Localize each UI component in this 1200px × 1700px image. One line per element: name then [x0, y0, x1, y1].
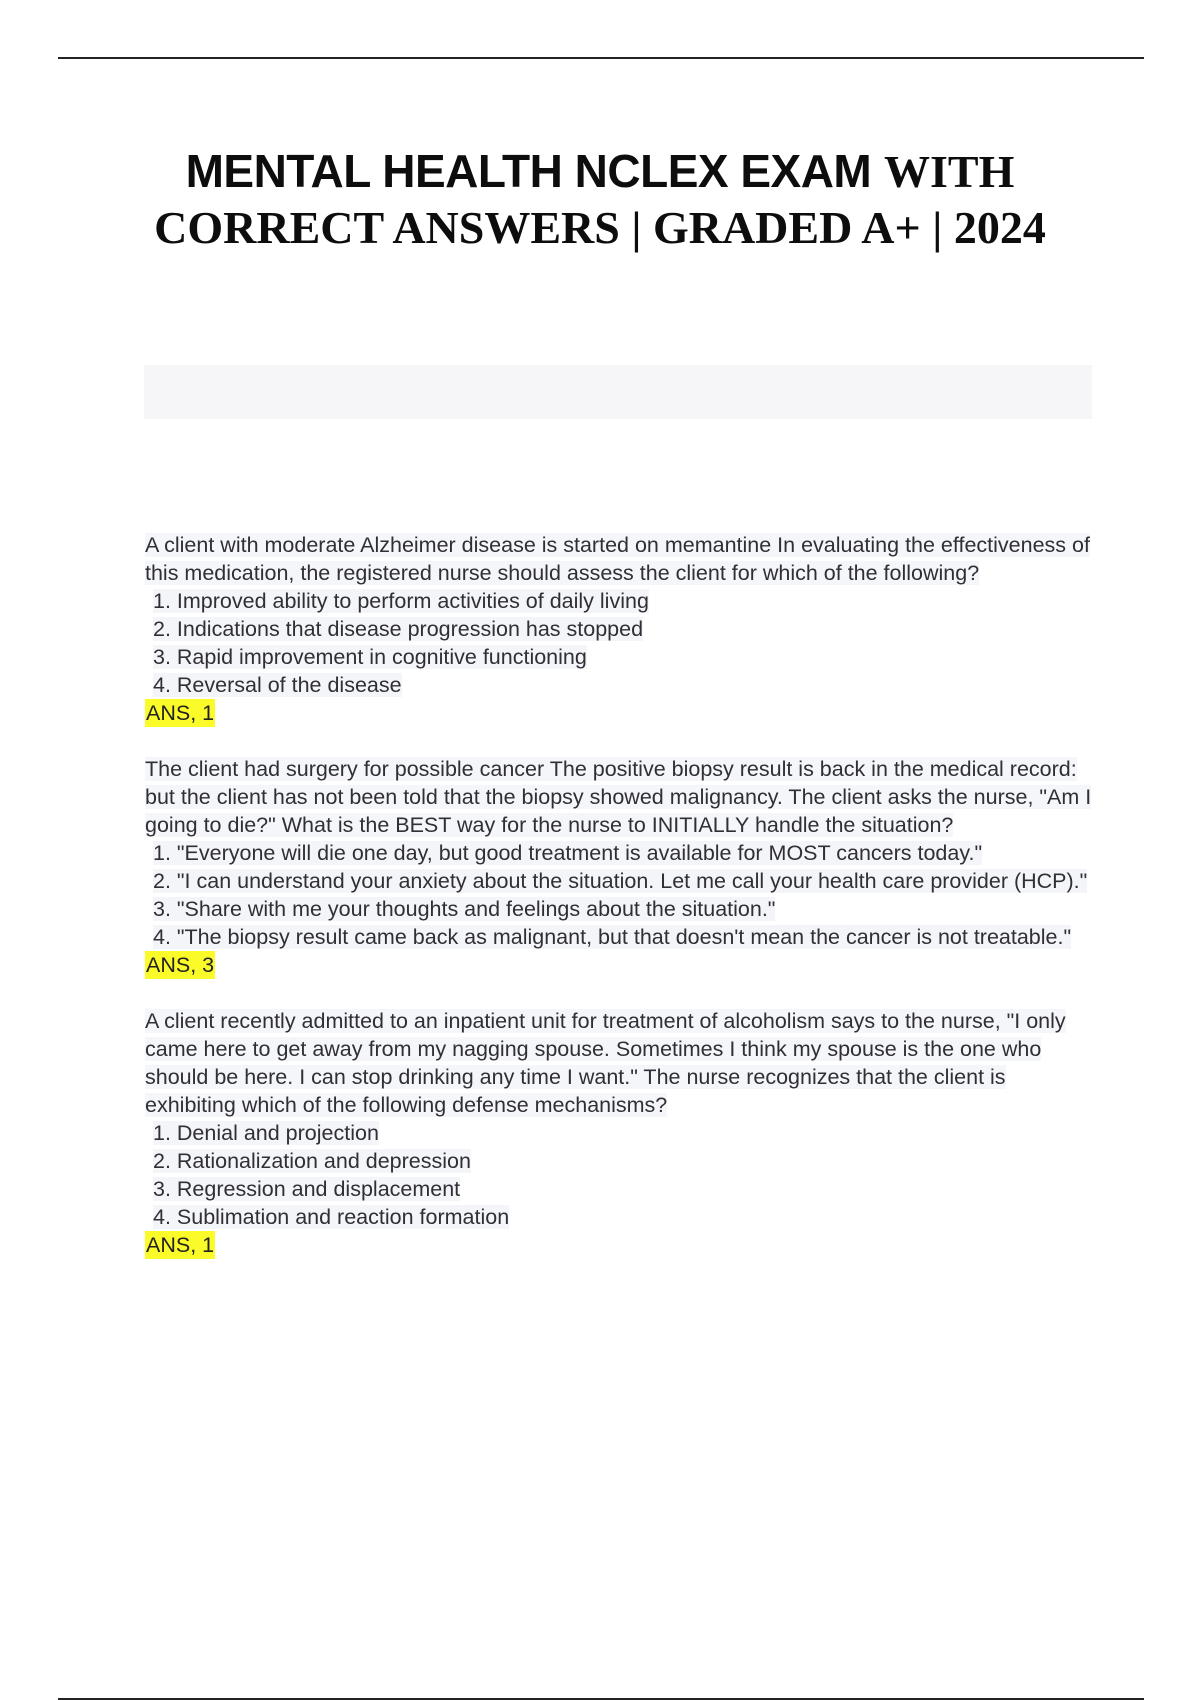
option-3: 3. "Share with me your thoughts and feelings about the situation.": [153, 897, 776, 921]
question-list: [145, 531, 1095, 1287]
answer-highlight: ANS, 3: [146, 953, 215, 977]
blank-banner: [144, 365, 1092, 419]
option-4: 4. Reversal of the disease: [153, 673, 402, 697]
title-line2: CORRECT ANSWERS | GRADED A+ | 2024: [154, 202, 1046, 253]
option-1: 1. Denial and projection: [153, 1121, 379, 1145]
question-1: [145, 531, 1095, 727]
option-1: 1. Improved ability to perform activities of daily living: [153, 589, 649, 613]
question-stem: The client had surgery for possible cancer The positive biopsy result is back in the medical record: but the client has not been told that the biopsy showed malignancy. The client asks the nurse, "Am I going to die?" What is the BEST way for the nurse to INITIALLY handle the situation?: [145, 757, 1092, 837]
question-stem: A client with moderate Alzheimer disease is started on memantine In evaluating the effectiveness of this medication, the registered nurse should assess the client for which of the following?: [145, 533, 1090, 585]
option-4: 4. "The biopsy result came back as malignant, but that doesn't mean the cancer is not treatable.": [153, 925, 1072, 949]
answer-highlight: ANS, 1: [146, 701, 215, 725]
title-line1-sans: MENTAL HEALTH NCLEX EXAM: [185, 145, 872, 197]
title-line1-serif: WITH: [884, 146, 1015, 197]
option-2: 2. Rationalization and depression: [153, 1149, 471, 1173]
answer-highlight: ANS, 1: [146, 1233, 215, 1257]
option-2: 2. "I can understand your anxiety about the situation. Let me call your health care provider (HCP).": [153, 869, 1088, 893]
top-divider: [58, 57, 1144, 59]
option-1: 1. "Everyone will die one day, but good treatment is available for MOST cancers today.": [153, 841, 983, 865]
question-2: [145, 755, 1095, 979]
document-title: [0, 143, 1200, 256]
option-4: 4. Sublimation and reaction formation: [153, 1205, 510, 1229]
option-2: 2. Indications that disease progression has stopped: [153, 617, 644, 641]
question-stem: A client recently admitted to an inpatient unit for treatment of alcoholism says to the nurse, "I only came here to get away from my nagging spouse. Sometimes I think my spouse is the one who should be here. I can stop drinking any time I want." The nurse recognizes that the client is exhibiting which of the following defense mechanisms?: [145, 1009, 1066, 1117]
option-3: 3. Rapid improvement in cognitive functioning: [153, 645, 587, 669]
option-3: 3. Regression and displacement: [153, 1177, 461, 1201]
question-3: [145, 1007, 1095, 1259]
